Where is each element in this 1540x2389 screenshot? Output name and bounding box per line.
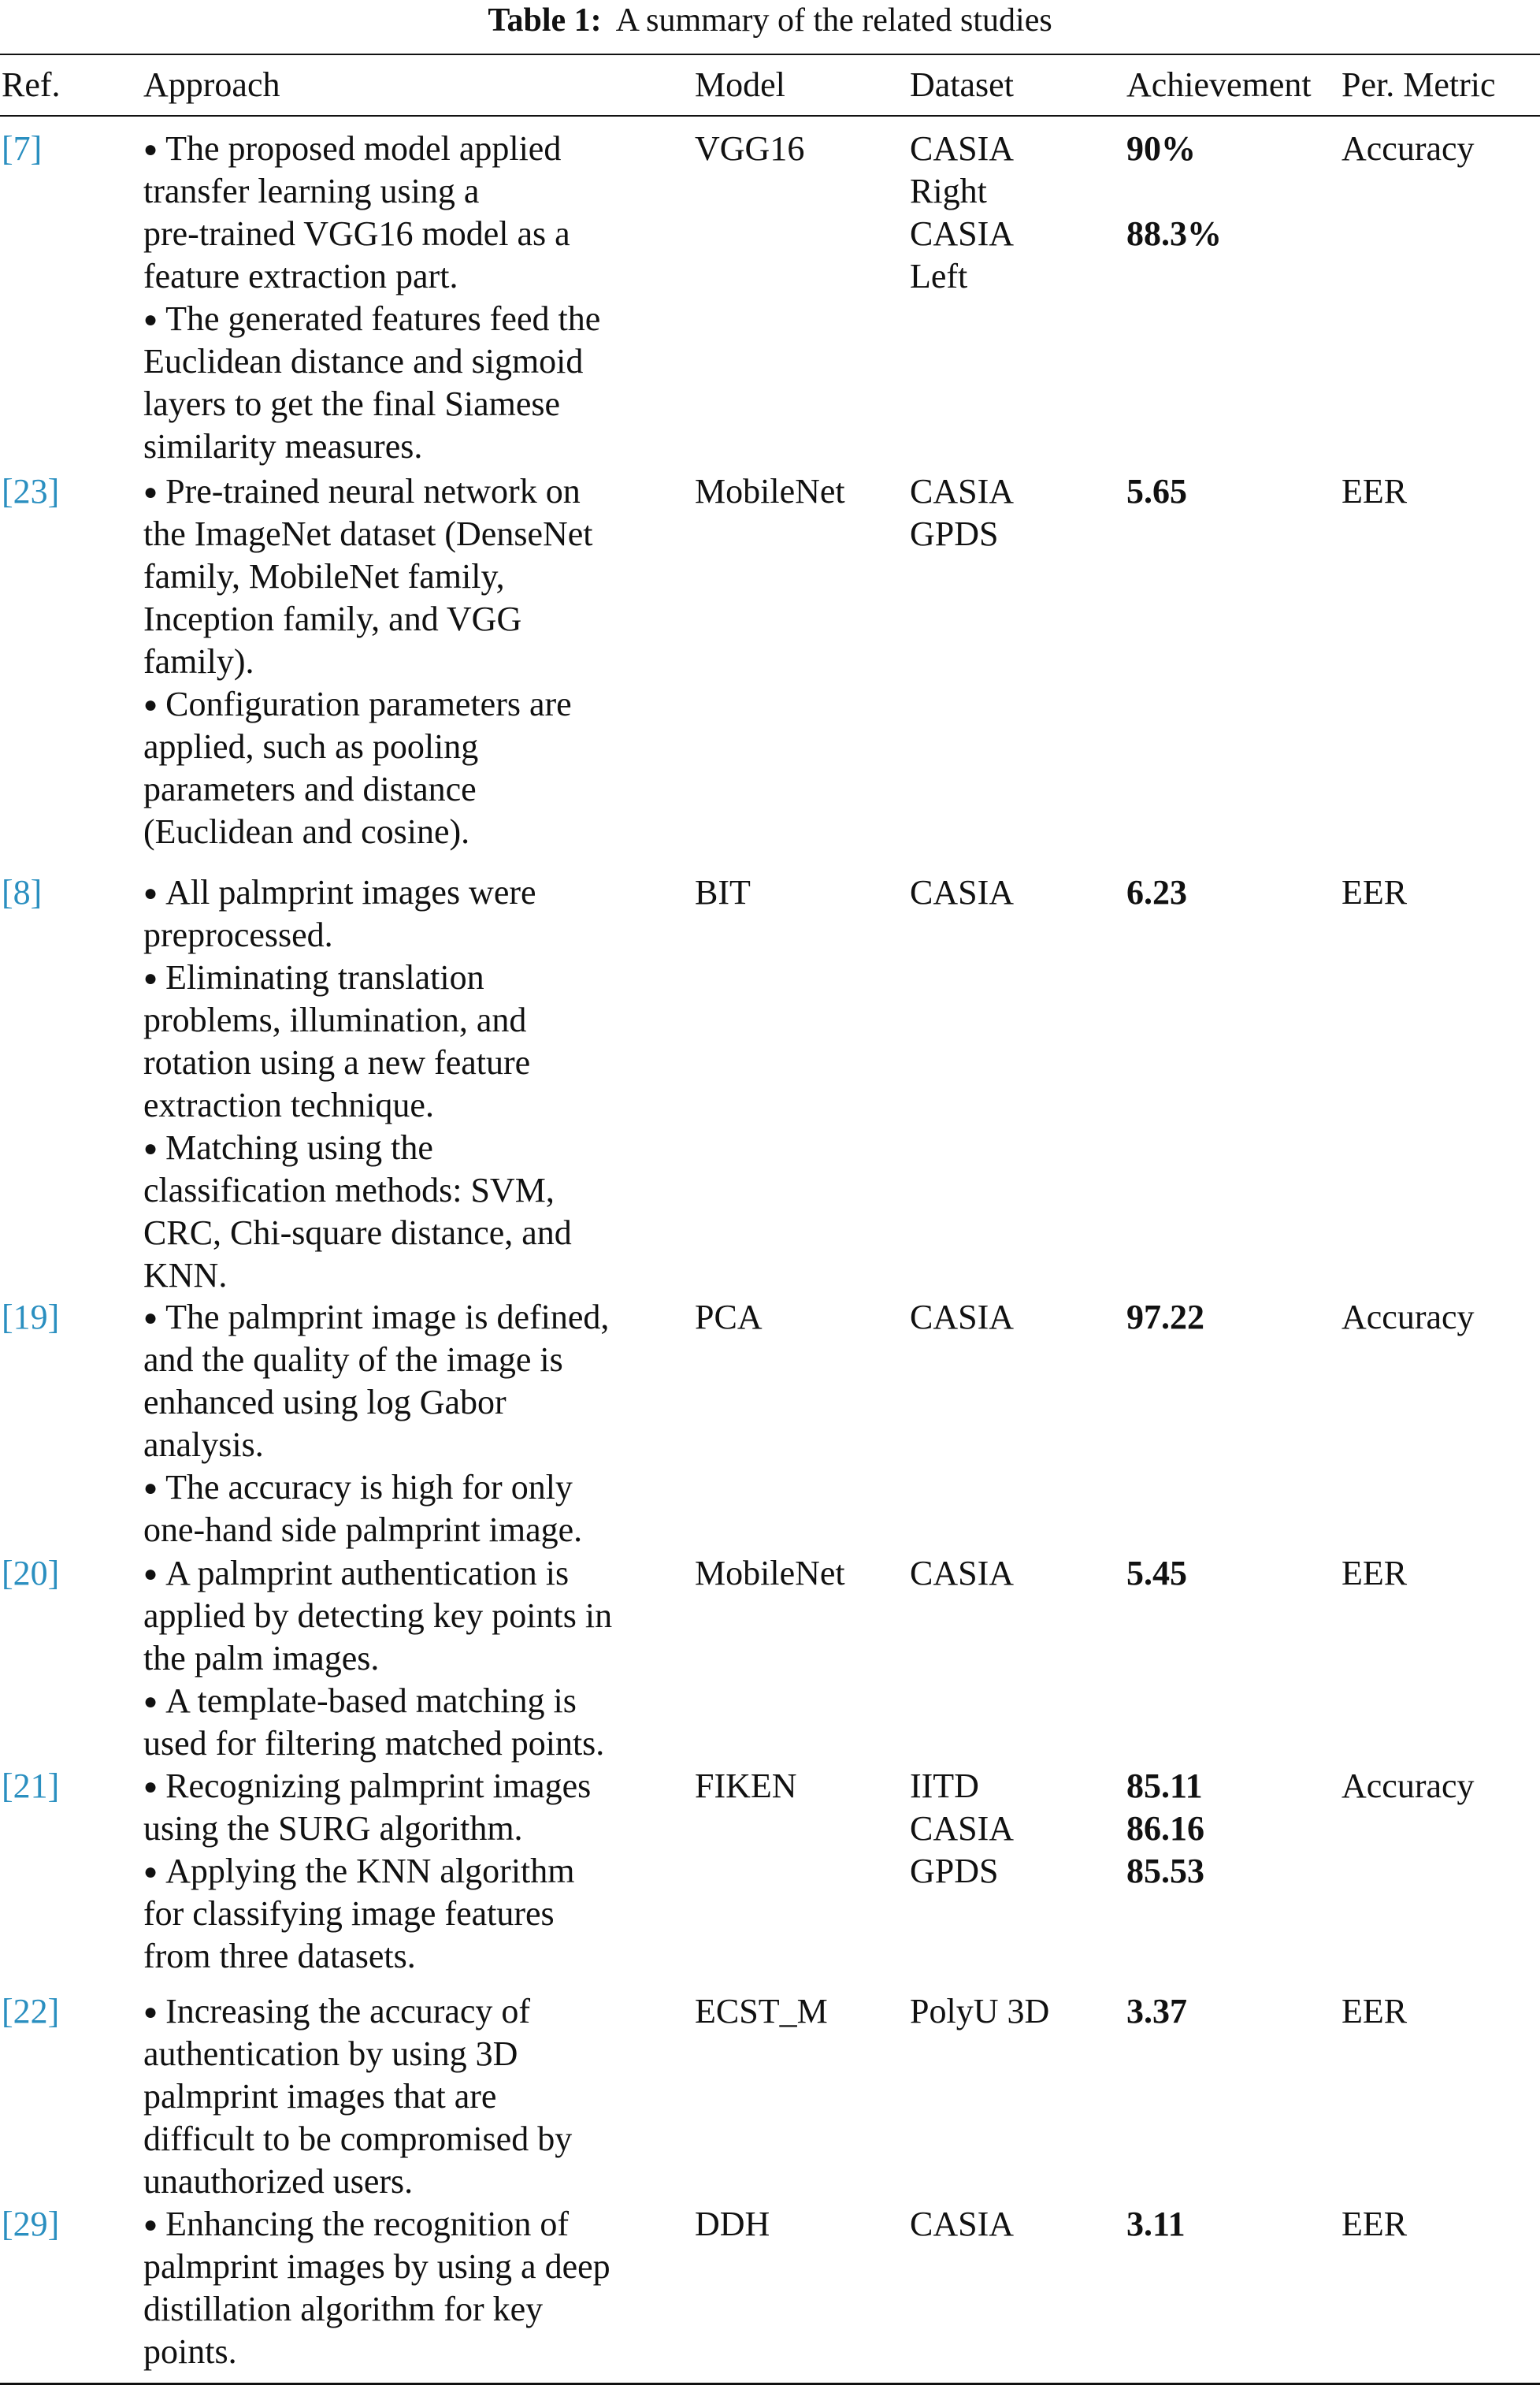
ref-cell: [2, 2203, 59, 2246]
approach-text: The accuracy is high for only: [165, 1468, 573, 1507]
approach-text: unauthorized users.: [143, 2162, 414, 2201]
approach-line: [143, 1509, 609, 1551]
approach-text: applied by detecting key points in: [143, 1596, 613, 1635]
ref-link[interactable]: 19: [13, 1298, 48, 1336]
ref-bracket: ]: [47, 1554, 60, 1592]
approach-line: [143, 383, 600, 425]
approach-text: applied, such as pooling: [143, 727, 479, 766]
bullet-point: [143, 2203, 610, 2246]
approach-text: transfer learning using a: [143, 172, 480, 210]
ref-bracket: [: [2, 2205, 13, 2243]
approach-cell: [143, 128, 600, 468]
approach-text: distillation algorithm for key: [143, 2290, 544, 2328]
bullet-icon: ●: [143, 136, 158, 162]
achievement-cell: [1126, 1296, 1204, 1339]
bullet-icon: ●: [143, 307, 158, 333]
approach-line: [143, 1212, 572, 1254]
approach-line: [143, 598, 593, 641]
bullet-icon: ●: [143, 965, 158, 991]
model-cell-value: VGG16: [695, 129, 805, 168]
caption-text: A summary of the related studies: [615, 2, 1052, 39]
achievement-cell-value: 5.65: [1126, 472, 1187, 511]
approach-text: A template-based matching is: [165, 1681, 577, 1720]
ref-bracket: [: [2, 1298, 13, 1336]
metric-cell: [1341, 1296, 1475, 1339]
approach-text: Configuration parameters are: [165, 685, 572, 723]
approach-line: [143, 1722, 612, 1765]
model-cell-value: ECST_M: [695, 1992, 828, 2030]
dataset-cell: [910, 1765, 1014, 1893]
approach-line: [143, 2075, 572, 2118]
achievement-cell-value: 97.22: [1126, 1298, 1204, 1336]
approach-line: [143, 255, 600, 298]
bullet-point: [143, 298, 600, 340]
metric-cell: [1341, 2203, 1407, 2246]
approach-text: Enhancing the recognition of: [165, 2205, 570, 2243]
ref-bracket: [: [2, 1554, 13, 1592]
approach-text: Matching using the: [165, 1128, 433, 1167]
ref-link[interactable]: 21: [13, 1767, 48, 1805]
metric-cell: [1341, 1765, 1475, 1808]
dataset-cell: [910, 871, 1014, 914]
ref-bracket: [: [2, 873, 13, 912]
bullet-point: [143, 1552, 612, 1595]
approach-text: one-hand side palmprint image.: [143, 1510, 583, 1549]
approach-line: [143, 1042, 572, 1084]
bullet-point: [143, 1127, 572, 1169]
metric-cell: [1341, 470, 1407, 513]
metric-cell-value: EER: [1341, 1554, 1408, 1592]
approach-text: pre-trained VGG16 model as a: [143, 214, 570, 253]
bullet-icon: ●: [143, 692, 158, 718]
metric-cell: [1341, 128, 1475, 170]
bullet-icon: ●: [143, 479, 158, 505]
header-achievement: Achievement: [1126, 65, 1312, 104]
approach-line: [143, 213, 600, 255]
metric-cell: [1341, 1552, 1407, 1595]
approach-text: family, MobileNet family,: [143, 557, 505, 596]
approach-line: [143, 768, 593, 811]
approach-text: preprocessed.: [143, 916, 333, 954]
bullet-icon: ●: [143, 2212, 158, 2238]
table-caption: [0, 2, 1540, 43]
model-cell: [695, 2203, 770, 2246]
approach-line: [143, 555, 593, 598]
ref-cell: [2, 1765, 59, 1808]
achievement-cell-value: 5.45: [1126, 1554, 1187, 1592]
bullet-icon: ●: [143, 1475, 158, 1501]
bottom-rule: [0, 2383, 1540, 2385]
dataset-cell-value: CASIA: [910, 129, 1015, 168]
dataset-cell-value: CASIA: [910, 1298, 1015, 1336]
approach-line: [143, 2331, 610, 2373]
approach-text: points.: [143, 2332, 237, 2371]
achievement-cell-value: 3.11: [1126, 2205, 1186, 2243]
ref-cell: [2, 1296, 59, 1339]
bullet-point: [143, 128, 600, 170]
achievement-cell-value: 85.11: [1126, 1767, 1203, 1805]
dataset-cell-value: CASIA: [910, 214, 1015, 253]
approach-line: [143, 641, 593, 683]
model-cell: [695, 128, 804, 170]
metric-cell: [1341, 871, 1407, 914]
approach-line: [143, 2246, 610, 2288]
approach-line: [143, 1339, 609, 1381]
bullet-point: [143, 1850, 591, 1893]
achievement-cell: [1126, 1552, 1187, 1595]
approach-text: Applying the KNN algorithm: [165, 1852, 575, 1890]
ref-bracket: ]: [47, 2205, 60, 2243]
approach-text: Eliminating translation: [165, 958, 484, 997]
bullet-point: [143, 1466, 609, 1509]
ref-cell: [2, 470, 59, 513]
approach-text: extraction technique.: [143, 1086, 434, 1124]
approach-line: [143, 914, 572, 957]
header-metric: Per. Metric: [1341, 65, 1496, 104]
approach-line: [143, 1254, 572, 1297]
dataset-cell: [910, 2203, 1014, 2246]
approach-text: classification methods: SVM,: [143, 1171, 555, 1209]
approach-text: (Euclidean and cosine).: [143, 812, 470, 851]
ref-bracket: [: [2, 472, 13, 511]
ref-bracket: ]: [47, 1298, 60, 1336]
approach-cell: [143, 1552, 612, 1765]
model-cell-value: DDH: [695, 2205, 770, 2243]
ref-link[interactable]: 20: [13, 1554, 48, 1592]
ref-cell: [2, 1552, 59, 1595]
ref-bracket: [: [2, 129, 13, 168]
approach-text: from three datasets.: [143, 1937, 416, 1975]
dataset-cell: [910, 128, 1014, 298]
approach-line: [143, 425, 600, 468]
achievement-cell-value: 3.37: [1126, 1992, 1187, 2030]
approach-cell: [143, 1990, 572, 2203]
achievement-cell-value: 85.53: [1126, 1852, 1204, 1890]
approach-line: [143, 811, 593, 853]
approach-text: The palmprint image is defined,: [165, 1298, 610, 1336]
ref-bracket: [: [2, 1992, 13, 2030]
ref-link[interactable]: 23: [13, 472, 48, 511]
model-cell-value: FIKEN: [695, 1767, 797, 1805]
approach-line: [143, 1424, 609, 1466]
achievement-cell: [1126, 1990, 1187, 2033]
approach-text: Recognizing palmprint images: [165, 1767, 592, 1805]
approach-line: [143, 2161, 572, 2203]
approach-text: analysis.: [143, 1425, 264, 1464]
approach-text: layers to get the final Siamese: [143, 385, 561, 423]
ref-bracket: ]: [47, 472, 60, 511]
approach-cell: [143, 2203, 610, 2373]
approach-line: [143, 726, 593, 768]
bullet-icon: ●: [143, 1859, 158, 1885]
dataset-cell-value: PolyU 3D: [910, 1992, 1050, 2030]
approach-line: [143, 513, 593, 555]
header-ref: Ref.: [2, 65, 61, 104]
dataset-cell-value: CASIA: [910, 1554, 1015, 1592]
ref-cell: [2, 871, 42, 914]
ref-link[interactable]: 29: [13, 2205, 48, 2243]
approach-line: [143, 1084, 572, 1127]
ref-bracket: ]: [30, 873, 43, 912]
ref-cell: [2, 128, 42, 170]
approach-text: the ImageNet dataset (DenseNet: [143, 515, 593, 553]
metric-cell-value: Accuracy: [1341, 129, 1475, 168]
approach-text: CRC, Chi-square distance, and: [143, 1213, 572, 1252]
approach-text: authentication by using 3D: [143, 2034, 518, 2073]
achievement-cell-value: 86.16: [1126, 1809, 1204, 1848]
dataset-cell-value: GPDS: [910, 515, 999, 553]
ref-link[interactable]: 22: [13, 1992, 48, 2030]
approach-text: family).: [143, 642, 254, 681]
approach-cell: [143, 1765, 591, 1978]
dataset-cell-value: CASIA: [910, 472, 1015, 511]
approach-text: enhanced using log Gabor: [143, 1383, 507, 1421]
model-cell: [695, 1990, 828, 2033]
approach-text: Euclidean distance and sigmoid: [143, 342, 584, 381]
approach-text: similarity measures.: [143, 427, 423, 466]
approach-line: [143, 1935, 591, 1978]
approach-line: [143, 1637, 612, 1680]
model-cell: [695, 1552, 845, 1595]
approach-line: [143, 1808, 591, 1850]
approach-line: [143, 170, 600, 213]
dataset-cell-value: GPDS: [910, 1852, 999, 1890]
approach-text: The proposed model applied: [165, 129, 562, 168]
approach-text: for classifying image features: [143, 1894, 555, 1933]
model-cell: [695, 1296, 763, 1339]
bullet-icon: ●: [143, 1561, 158, 1587]
model-cell: [695, 871, 751, 914]
approach-line: [143, 2033, 572, 2075]
dataset-cell-value: Left: [910, 257, 968, 295]
approach-line: [143, 1595, 612, 1637]
bullet-point: [143, 470, 593, 513]
metric-cell-value: EER: [1341, 1992, 1408, 2030]
approach-text: Increasing the accuracy of: [165, 1992, 531, 2030]
dataset-cell: [910, 1990, 1049, 2033]
approach-line: [143, 2288, 610, 2331]
approach-text: difficult to be compromised by: [143, 2120, 573, 2158]
bullet-icon: ●: [143, 1135, 158, 1161]
approach-text: The generated features feed the: [165, 299, 601, 338]
dataset-cell: [910, 470, 1014, 555]
approach-text: palmprint images by using a deep: [143, 2247, 610, 2286]
metric-cell-value: EER: [1341, 472, 1408, 511]
table-header: [0, 55, 1540, 115]
approach-text: parameters and distance: [143, 770, 477, 808]
approach-cell: [143, 470, 593, 853]
dataset-cell-value: CASIA: [910, 873, 1015, 912]
metric-cell: [1341, 1990, 1407, 2033]
metric-cell-value: EER: [1341, 873, 1408, 912]
model-cell: [695, 470, 845, 513]
approach-text: Inception family, and VGG: [143, 600, 522, 638]
bullet-point: [143, 1296, 609, 1339]
bullet-icon: ●: [143, 1305, 158, 1331]
bullet-point: [143, 871, 572, 914]
bullet-point: [143, 1765, 591, 1808]
approach-line: [143, 2118, 572, 2161]
approach-text: All palmprint images were: [165, 873, 536, 912]
dataset-cell: [910, 1552, 1014, 1595]
header-dataset: Dataset: [910, 65, 1014, 104]
approach-line: [143, 999, 572, 1042]
model-cell-value: PCA: [695, 1298, 763, 1336]
caption-label: Table 1:: [488, 2, 602, 39]
achievement-cell-value: 90%: [1126, 129, 1196, 168]
dataset-cell-value: Right: [910, 172, 987, 210]
bullet-icon: ●: [143, 880, 158, 906]
approach-text: KNN.: [143, 1256, 228, 1295]
approach-line: [143, 340, 600, 383]
achievement-cell-value: [1126, 170, 1222, 213]
approach-text: using the SURG algorithm.: [143, 1809, 523, 1848]
metric-cell-value: Accuracy: [1341, 1298, 1475, 1336]
header-approach: Approach: [143, 65, 280, 104]
approach-line: [143, 1169, 572, 1212]
model-cell: [695, 1765, 797, 1808]
ref-link[interactable]: 8: [13, 873, 31, 912]
approach-text: problems, illumination, and: [143, 1001, 527, 1039]
bullet-icon: ●: [143, 1774, 158, 1800]
approach-text: A palmprint authentication is: [165, 1554, 570, 1592]
approach-text: used for filtering matched points.: [143, 1724, 605, 1763]
approach-text: the palm images.: [143, 1639, 380, 1678]
achievement-cell: [1126, 2203, 1186, 2246]
bullet-icon: ●: [143, 1999, 158, 2025]
metric-cell-value: EER: [1341, 2205, 1408, 2243]
achievement-cell: [1126, 470, 1187, 513]
bullet-point: [143, 683, 593, 726]
dataset-cell-value: CASIA: [910, 1809, 1015, 1848]
approach-cell: [143, 871, 572, 1297]
approach-text: feature extraction part.: [143, 257, 458, 295]
ref-bracket: [: [2, 1767, 13, 1805]
approach-line: [143, 1381, 609, 1424]
approach-text: rotation using a new feature: [143, 1043, 531, 1082]
ref-bracket: ]: [30, 129, 43, 168]
model-cell-value: BIT: [695, 873, 751, 912]
approach-text: and the quality of the image is: [143, 1340, 563, 1379]
ref-bracket: ]: [47, 1767, 60, 1805]
bullet-icon: ●: [143, 1689, 158, 1715]
achievement-cell: [1126, 871, 1187, 914]
header-rule: [0, 115, 1540, 117]
achievement-cell-value: 6.23: [1126, 873, 1187, 912]
achievement-cell: [1126, 128, 1222, 255]
model-cell-value: MobileNet: [695, 1554, 845, 1592]
bullet-point: [143, 1680, 612, 1722]
ref-bracket: ]: [47, 1992, 60, 2030]
approach-text: palmprint images that are: [143, 2077, 497, 2116]
model-cell-value: MobileNet: [695, 472, 845, 511]
header-model: Model: [695, 65, 785, 104]
bullet-point: [143, 1990, 572, 2033]
approach-line: [143, 1893, 591, 1935]
dataset-cell-value: CASIA: [910, 2205, 1015, 2243]
approach-text: Pre-trained neural network on: [165, 472, 581, 511]
ref-link[interactable]: 7: [13, 129, 31, 168]
ref-cell: [2, 1990, 59, 2033]
metric-cell-value: Accuracy: [1341, 1767, 1475, 1805]
dataset-cell: [910, 1296, 1014, 1339]
bullet-point: [143, 957, 572, 999]
achievement-cell: [1126, 1765, 1204, 1893]
approach-cell: [143, 1296, 609, 1551]
dataset-cell-value: IITD: [910, 1767, 979, 1805]
achievement-cell-value: 88.3%: [1126, 214, 1222, 253]
